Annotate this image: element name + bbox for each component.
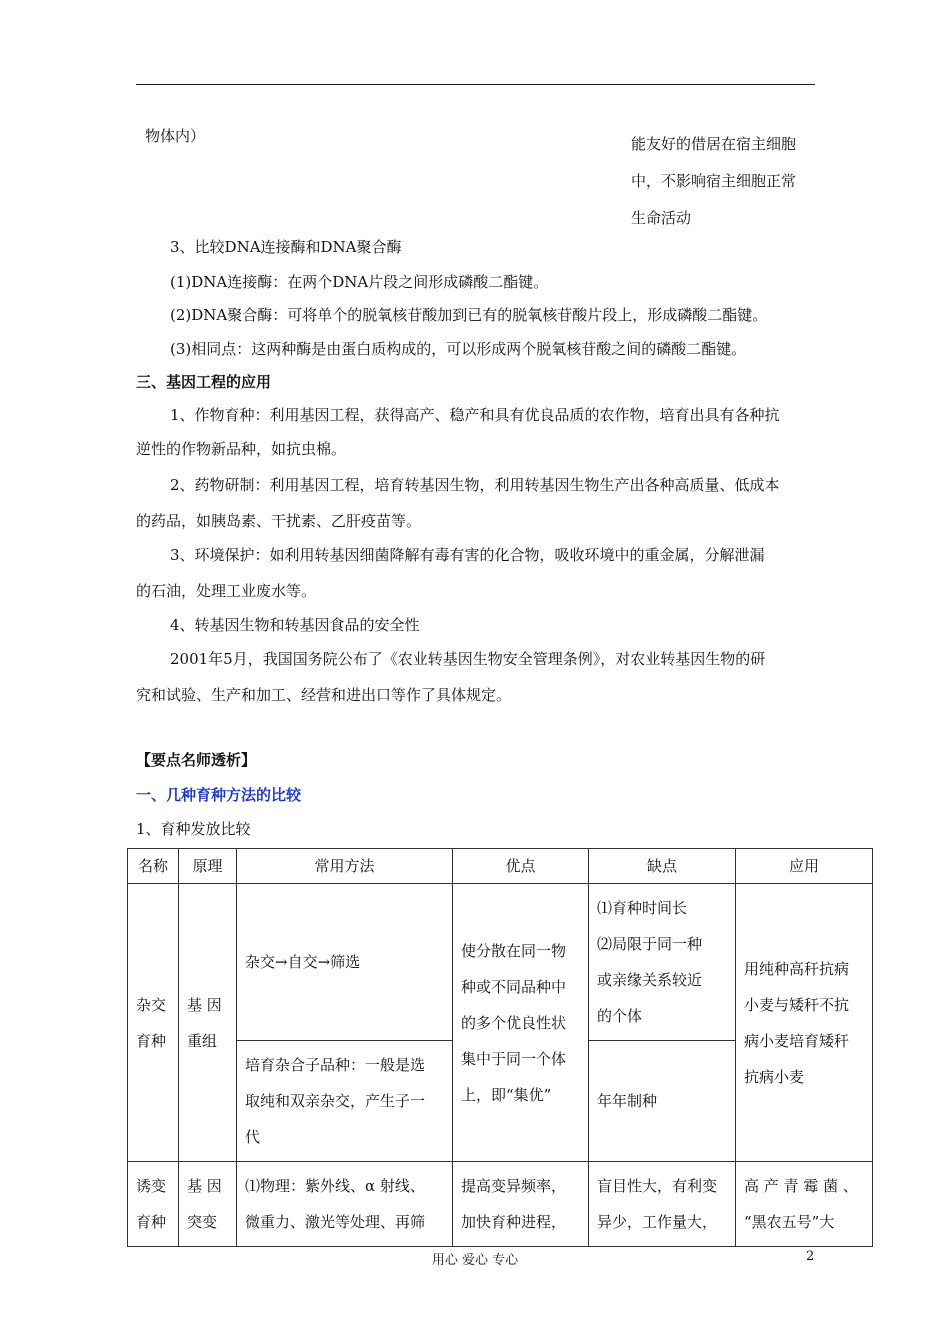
apps-p3-line1: 3、环境保护：如利用转基因细菌降解有毒有害的化合物，吸收环境中的重金属，分解泄漏 <box>170 546 765 564</box>
page-number: 2 <box>806 1249 815 1264</box>
key-points-heading: 【要点名师透析】 <box>136 751 257 769</box>
compare-item-3: (3)相同点：这两种酶是由蛋白质构成的，可以形成两个脱氧核苷酸之间的磷酸二酯键。 <box>170 340 747 358</box>
apps-p3-line2: 的石油，处理工业废水等。 <box>136 582 317 600</box>
apps-p4: 4、转基因生物和转基因食品的安全性 <box>170 616 420 634</box>
cell-application-hybrid: 用纯种高秆抗病 小麦与矮秆不抗 病小麦培育矮秆 抗病小麦 <box>736 884 873 1162</box>
cell-defect-hybrid-b: 年年制种 <box>589 1041 736 1162</box>
cell-principle-mutation: 基 因 突变 <box>179 1162 237 1247</box>
prev-table-left-cell: 物体内） <box>145 127 206 145</box>
compare-title: 3、比较DNA连接酶和DNA聚合酶 <box>170 238 402 256</box>
apps-p5-line2: 究和试验、生产和加工、经营和进出口等作了具体规定。 <box>136 686 512 704</box>
cell-name-hybrid: 杂交 育种 <box>128 884 179 1162</box>
cell-method-mutation: ⑴物理：紫外线、α 射线、 微重力、激光等处理、再筛 <box>237 1162 453 1247</box>
cell-defect-hybrid-a: ⑴育种时间长 ⑵局限于同一种 或亲缘关系较近 的个体 <box>589 884 736 1041</box>
header-defect: 缺点 <box>589 849 736 884</box>
apps-p1-line2: 逆性的作物新品种，如抗虫棉。 <box>136 440 347 458</box>
apps-p5-line1: 2001年5月，我国国务院公布了《农业转基因生物安全管理条例》，对农业转基因生物的研 <box>170 650 766 668</box>
cell-method-hybrid-a: 杂交→自交→筛选 <box>237 884 453 1041</box>
apps-p2-line2: 的药品，如胰岛素、干扰素、乙肝疫苗等。 <box>136 512 422 530</box>
apps-p2-line1: 2、药物研制：利用基因工程，培育转基因生物，利用转基因生物生产出各种高质量、低成本 <box>170 476 780 494</box>
cell-merit-hybrid: 使分散在同一物 种或不同品种中 的多个优良性状 集中于同一个体 上，即“集优” <box>453 884 589 1162</box>
cell-name-mutation: 诱变 育种 <box>128 1162 179 1247</box>
table-header-row <box>128 849 873 884</box>
prev-table-right-line: 能友好的借居在宿主细胞 <box>631 135 797 153</box>
prev-table-right-cell <box>631 126 796 237</box>
section-heading-applications: 三、基因工程的应用 <box>136 373 272 391</box>
cell-method-hybrid-b: 培育杂合子品种：一般是选 取纯和双亲杂交，产生子一 代 <box>237 1041 453 1162</box>
cell-principle-hybrid: 基 因 重组 <box>179 884 237 1162</box>
apps-p1-line1: 1、作物育种：利用基因工程，获得高产、稳产和具有优良品质的农作物，培育出具有各种抗 <box>170 406 780 424</box>
table-row-hybrid <box>128 884 873 1041</box>
key-points-subheading: 一、几种育种方法的比较 <box>136 786 302 804</box>
table-row-mutation <box>128 1162 873 1247</box>
footer-motto: 用心 爱心 专心 <box>431 1253 519 1268</box>
prev-table-right-line: 中，不影响宿主细胞正常 <box>631 172 797 190</box>
breeding-comparison-table <box>127 848 873 1247</box>
header-principle: 原理 <box>179 849 237 884</box>
cell-defect-mutation: 盲目性大，有利变 异少，工作量大， <box>589 1162 736 1247</box>
cell-merit-mutation: 提高变异频率， 加快育种进程， <box>453 1162 589 1247</box>
header-merit: 优点 <box>453 849 589 884</box>
compare-item-1: (1)DNA连接酶：在两个DNA片段之间形成磷酸二酯键。 <box>170 273 549 291</box>
header-rule <box>136 84 815 85</box>
table-caption: 1、育种发放比较 <box>136 820 251 838</box>
header-application: 应用 <box>736 849 873 884</box>
prev-table-right-line: 生命活动 <box>631 209 692 227</box>
cell-application-mutation: 高 产 青 霉 菌 、 “黑农五号”大 <box>736 1162 873 1247</box>
header-name: 名称 <box>128 849 179 884</box>
header-method: 常用方法 <box>237 849 453 884</box>
compare-item-2: (2)DNA聚合酶：可将单个的脱氧核苷酸加到已有的脱氧核苷酸片段上，形成磷酸二酯键。 <box>170 306 768 324</box>
